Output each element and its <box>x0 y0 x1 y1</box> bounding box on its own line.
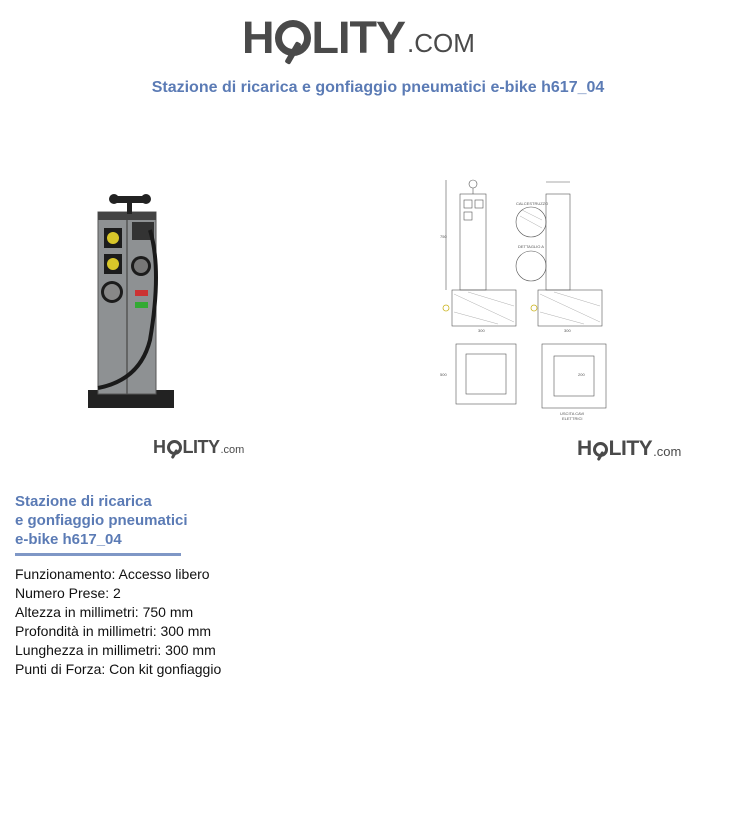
drawing-label-uscita-2: ELETTRICI <box>562 416 583 421</box>
brand-logo-ring-icon <box>275 20 311 56</box>
product-heading <box>15 492 188 549</box>
brand-logo-small-right <box>577 437 681 461</box>
product-heading-line: Stazione di ricarica <box>15 493 152 510</box>
drawing-dim-inner: 200 <box>578 372 585 377</box>
brand-logo-small-left <box>153 437 244 458</box>
technical-drawing <box>438 172 620 421</box>
drawing-label-calcestruzzo: CALCESTRUZZO <box>516 201 549 206</box>
brand-logo-letter-h: H <box>242 12 274 63</box>
product-photo <box>80 190 180 410</box>
small-logo-letters: LITY <box>608 437 653 460</box>
small-logo-ring-icon <box>167 440 182 455</box>
spec-item: Lunghezza in millimetri: 300 mm <box>15 642 216 658</box>
drawing-label-dettaglio: DETTAGLIO A <box>518 244 544 249</box>
spec-list <box>15 565 221 679</box>
product-heading-line: e-bike h617_04 <box>15 531 122 548</box>
spec-item: Altezza in millimetri: 750 mm <box>15 604 194 620</box>
spec-item: Punti di Forza: Con kit gonfiaggio <box>15 661 222 677</box>
small-logo-suffix: .com <box>653 443 682 459</box>
brand-logo-letters: LITY <box>311 12 405 63</box>
small-logo-letter-h: H <box>153 437 166 457</box>
small-logo-letter-h: H <box>577 437 592 460</box>
drawing-dim-base: 300 <box>478 328 485 333</box>
small-logo-letters: LITY <box>182 437 220 457</box>
heading-divider <box>15 553 181 556</box>
product-heading-line: e gonfiaggio pneumatici <box>15 512 188 529</box>
small-logo-suffix: .com <box>220 443 245 456</box>
brand-logo-suffix: .COM <box>407 27 475 58</box>
drawing-dim-height: 750 <box>440 234 447 239</box>
spec-item: Funzionamento: Accesso libero <box>15 566 210 582</box>
brand-logo[interactable] <box>242 12 475 64</box>
spec-item: Numero Prese: 2 <box>15 585 121 601</box>
small-logo-ring-icon <box>593 442 608 457</box>
spec-item: Profondità in millimetri: 300 mm <box>15 623 212 639</box>
drawing-dim-base-side: 300 <box>564 328 571 333</box>
drawing-dim-depth: 500 <box>440 372 447 377</box>
drawing-label-uscita-1: USCITA CAVI <box>560 411 585 416</box>
page-title: Stazione di ricarica e gonfiaggio pneumatici e-bike h617_04 <box>151 79 605 96</box>
